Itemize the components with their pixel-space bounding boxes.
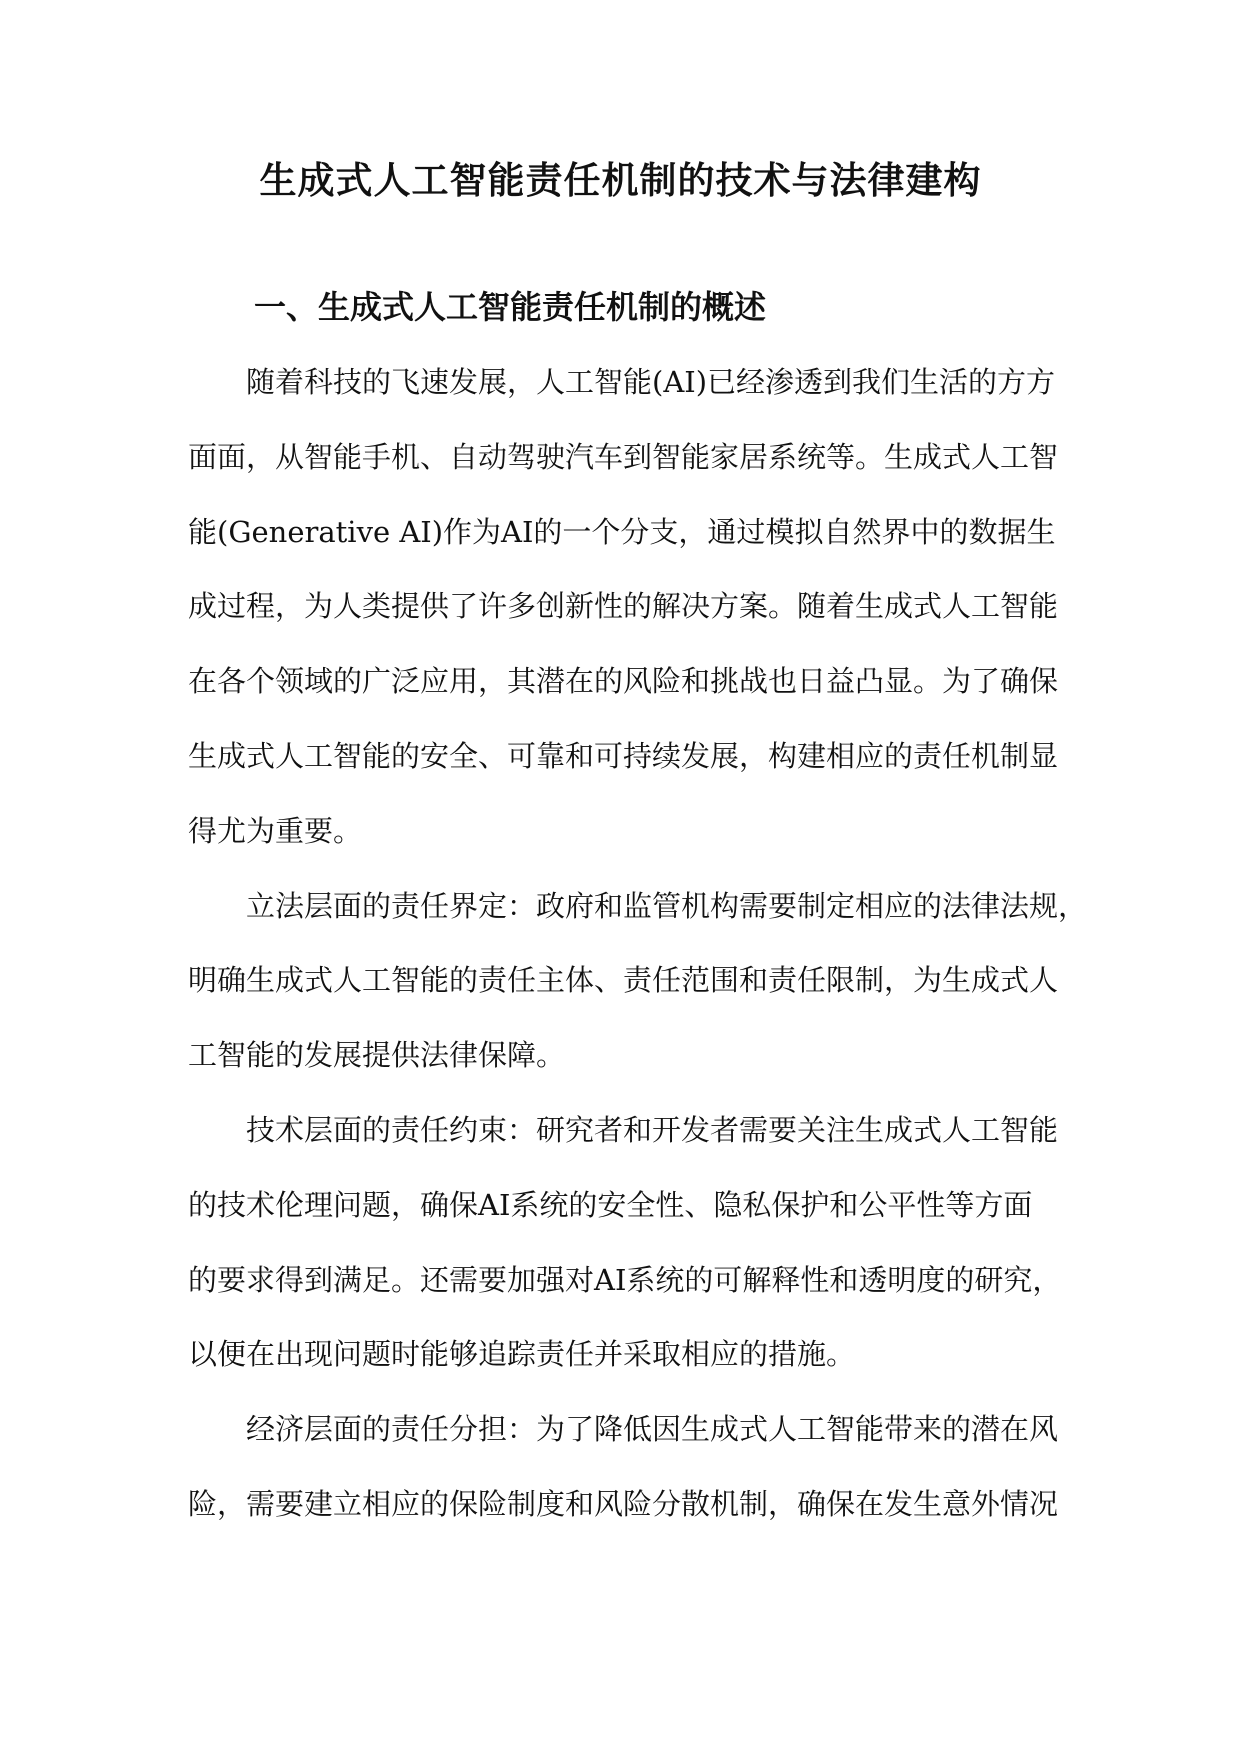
paragraph-technical [188, 1110, 1068, 1409]
text-line: 险，需要建立相应的保险制度和风险分散机制，确保在发生意外情况 [188, 1486, 1059, 1521]
text-line: 立法层面的责任界定：政府和监管机构需要制定相应的法律法规， [246, 888, 1088, 923]
text-line: 生成式人工智能的安全、可靠和可持续发展，构建相应的责任机制显 [188, 738, 1059, 773]
document-title: 生成式人工智能责任机制的技术与法律建构 [259, 158, 982, 202]
text-line: 在各个领域的广泛应用，其潜在的风险和挑战也日益凸显。为了确保 [188, 664, 1059, 699]
text-line: 的要求得到满足。还需要加强对AI系统的可解释性和透明度的研究， [188, 1262, 1062, 1297]
text-line: 明确生成式人工智能的责任主体、责任范围和责任限制，为生成式人 [188, 963, 1059, 998]
paragraph-economic [188, 1409, 1068, 1559]
text-line: 成过程，为人类提供了许多创新性的解决方案。随着生成式人工智能 [188, 589, 1059, 624]
paragraph-legislative [188, 886, 1088, 1110]
text-line: 随着科技的飞速发展，人工智能(AI)已经渗透到我们生活的方方 [246, 365, 1056, 399]
text-line: 能(Generative AI)作为AI的一个分支，通过模拟自然界中的数据生 [188, 514, 1056, 549]
text-line: 以便在出现问题时能够追踪责任并采取相应的措施。 [188, 1337, 856, 1372]
text-line: 得尤为重要。 [188, 813, 363, 848]
text-line: 技术层面的责任约束：研究者和开发者需要关注生成式人工智能 [246, 1112, 1059, 1147]
body-text [188, 362, 1088, 1559]
text-line: 的技术伦理问题，确保AI系统的安全性、隐私保护和公平性等方面 [188, 1187, 1033, 1222]
section-heading: 一、生成式人工智能责任机制的概述 [254, 288, 767, 326]
text-line: 面面，从智能手机、自动驾驶汽车到智能家居系统等。生成式人工智 [188, 439, 1059, 474]
text-line: 工智能的发展提供法律保障。 [188, 1038, 566, 1073]
text-line: 经济层面的责任分担：为了降低因生成式人工智能带来的潜在风 [246, 1412, 1059, 1447]
paragraph-overview [188, 362, 1068, 886]
